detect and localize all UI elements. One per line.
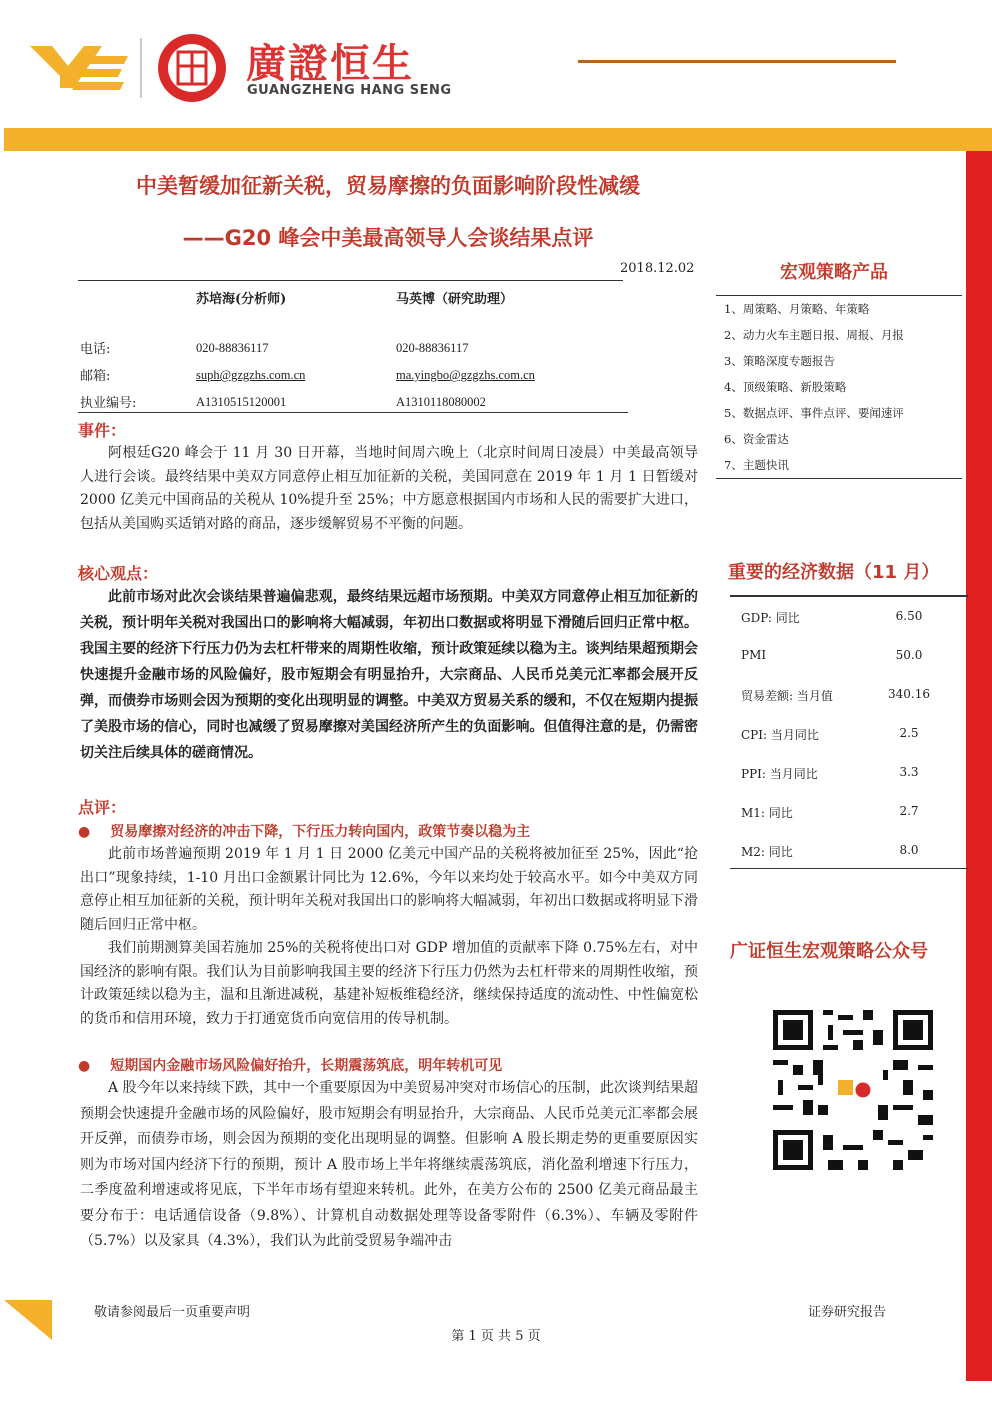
econ-row-trade: 贸易差额: 当月值 340.16 xyxy=(741,687,930,703)
wechat-title: 广证恒生宏观策略公众号 xyxy=(730,941,928,962)
product-item: 2、动力火车主题日报、周报、月报 xyxy=(724,328,904,342)
header-band xyxy=(4,128,992,151)
author2-name: 马英博（研究助理） xyxy=(396,292,514,307)
footer-page-number: 第 1 页 共 5 页 xyxy=(451,1329,541,1344)
paragraph-3: A 股今年以来持续下跌，其中一个重要原因为中美贸易冲突对市场信心的压制，此次谈判结果超预期会快速提升金融市场的风险偏好，股市短期会有明显抬升，大宗商品、人民币兑美元汇率都会展开反弹，而债券市场，则会因为预期的变化出现明显的调整。但影响 A 股长期走势的更重要原因实则为市场对国内经济下行的预期，预计 A 股市场上半年将继续震荡筑底，消化盈利增速下行压力，二季度盈利增速或将见底，下半年市场有望迎来转机。此外，在美方公布的 2500 亿美元商品最主要分布于：电话通信设备（9.8%）、计算机自动数据处理等设备零附件（6.3%）、车辆及零附件（5.7%）以及家具（4.3%），我们认为此前受贸易争端冲击 xyxy=(80,1080,698,1249)
author1-email[interactable]: suph@gzgzhs.com.cn xyxy=(196,368,306,382)
paragraph-1: 此前市场普遍预期 2019 年 1 月 1 日 2000 亿美元中国产品的关税将被加征至 25%，因此“抢出口”现象持续，1-10 月出口金额累计同比为 12.6%，今年以来均处于较高水平。如今中美双方同意停止相互加征新的关税，预计明年关税对我国出口的影响将大幅减弱，年初出口数据或将明显下滑随后回归正常中枢。 xyxy=(80,846,698,933)
econ-row-pmi: PMI 50.0 xyxy=(741,648,923,662)
econ-rule xyxy=(730,595,968,597)
title-rule xyxy=(78,280,623,281)
header-rule xyxy=(578,60,896,63)
products-bottom-rule xyxy=(716,478,962,479)
core-text: 此前市场对此次会谈结果普遍偏悲观，最终结果远超市场预期。中美双方同意停止相互加征新的关税，预计明年关税对我国出口的影响将大幅减弱，年初出口数据或将明显下滑随后回归正常中枢。我国主要的经济下行压力仍为去杠杆带来的周期性收缩，预计政策延续以稳为主。谈判结果超预期会快速提升金融市场的风险偏好，股市短期会有明显抬升，大宗商品、人民币兑美元汇率都会展开反弹，而债券市场则会因为预期的变化出现明显的调整。中美双方贸易关系的缓和，不仅在短期内提振了美股市场的信心，同时也减缓了贸易摩擦对美国经济所产生的负面影响。但值得注意的是，仍需密切关注后续具体的磋商情况。 xyxy=(80,589,698,761)
product-item: 4、顶级策略、新股策略 xyxy=(724,380,847,394)
products-list xyxy=(724,296,964,478)
brand-name-cn: 廣證恒生 xyxy=(246,41,414,87)
footer-disclaimer: 敬请参阅最后一页重要声明 xyxy=(94,1305,251,1320)
econ-row-ppi: PPI: 当月同比 3.3 xyxy=(741,765,919,781)
product-item: 1、周策略、月策略、年策略 xyxy=(724,302,870,316)
review-heading: 点评： xyxy=(78,798,127,817)
author1-phone: 020-88836117 xyxy=(196,341,269,355)
bullet-1 xyxy=(78,821,530,841)
report-title: 中美暂缓加征新关税，贸易摩擦的负面影响阶段性减缓 xyxy=(136,174,640,198)
event-heading: 事件： xyxy=(78,421,127,440)
license-label: 执业编号: xyxy=(80,396,137,411)
qr-code-icon[interactable] xyxy=(768,1005,938,1175)
author-rule xyxy=(78,412,628,413)
author1-name: 苏培海(分析师) xyxy=(196,292,287,307)
product-item: 3、策略深度专题报告 xyxy=(724,354,835,368)
econ-bottom-rule xyxy=(730,868,968,869)
products-title: 宏观策略产品 xyxy=(780,262,888,283)
bullet-dot-icon: ● xyxy=(78,824,91,840)
logo-separator xyxy=(140,38,142,98)
footer-report-type: 证券研究报告 xyxy=(808,1305,887,1320)
product-item: 7、主题快讯 xyxy=(724,458,789,472)
product-item: 5、数据点评、事件点评、要闻速评 xyxy=(724,406,904,420)
bullet-dot-icon: ● xyxy=(78,1058,91,1074)
email-label: 邮箱: xyxy=(80,369,111,384)
brand-ye-logo-icon xyxy=(30,42,130,92)
report-subtitle: ——G20 峰会中美最高领导人会谈结果点评 xyxy=(182,226,594,250)
econ-row-gdp: GDP: 同比 6.50 xyxy=(741,609,923,625)
report-date: 2018.12.02 xyxy=(620,261,695,276)
author2-license: A1310118080002 xyxy=(396,395,486,409)
econ-row-cpi: CPI: 当月同比 2.5 xyxy=(741,726,919,742)
phone-label: 电话: xyxy=(80,342,111,357)
product-item: 6、资金雷达 xyxy=(724,432,789,446)
bullet-1-text: 贸易摩擦对经济的冲击下降，下行压力转向国内，政策节奏以稳为主 xyxy=(110,824,531,840)
bullet-2 xyxy=(78,1055,502,1075)
econ-title: 重要的经济数据（11 月） xyxy=(728,562,940,583)
paragraph-2: 我们前期测算美国若施加 25%的关税将使出口对 GDP 增加值的贡献率下降 0.75%左右，对中国经济的影响有限。我们认为目前影响我国主要的经济下行压力仍然为去杠杆带来的周期性收缩，预计政策延续以稳为主，温和且渐进减税，基建补短板维稳经济，继续保持适度的流动性、中性偏宽松的货币和信用环境，致力于打通宽货币向宽信用的传导机制。 xyxy=(80,940,698,1027)
right-red-bar xyxy=(966,151,992,1381)
author2-phone: 020-88836117 xyxy=(396,341,469,355)
author1-license: A1310515120001 xyxy=(196,395,287,409)
brand-seal-icon xyxy=(158,34,226,102)
econ-row-m2: M2: 同比 8.0 xyxy=(741,843,919,859)
econ-row-m1: M1: 同比 2.7 xyxy=(741,804,919,820)
bullet-2-text: 短期国内金融市场风险偏好抬升，长期震荡筑底，明年转机可见 xyxy=(110,1058,503,1074)
author2-email[interactable]: ma.yingbo@gzgzhs.com.cn xyxy=(396,368,535,382)
core-heading: 核心观点： xyxy=(78,564,159,583)
brand-name-en: GUANGZHENG HANG SENG xyxy=(247,83,452,98)
event-text: 阿根廷G20 峰会于 11 月 30 日开幕，当地时间周六晚上（北京时间周日凌晨）中美最高领导人进行会谈。最终结果中美双方同意停止相互加征新的关税，美国同意在 2019 年 1 月 1 日暂缓对 2000 亿美元中国商品的关税从 10%提升至 25%；中方愿意根据国内市场和人民的需要扩大进口，包括从美国购买适销对路的商品，逐步缓解贸易不平衡的问题。 xyxy=(80,445,698,532)
